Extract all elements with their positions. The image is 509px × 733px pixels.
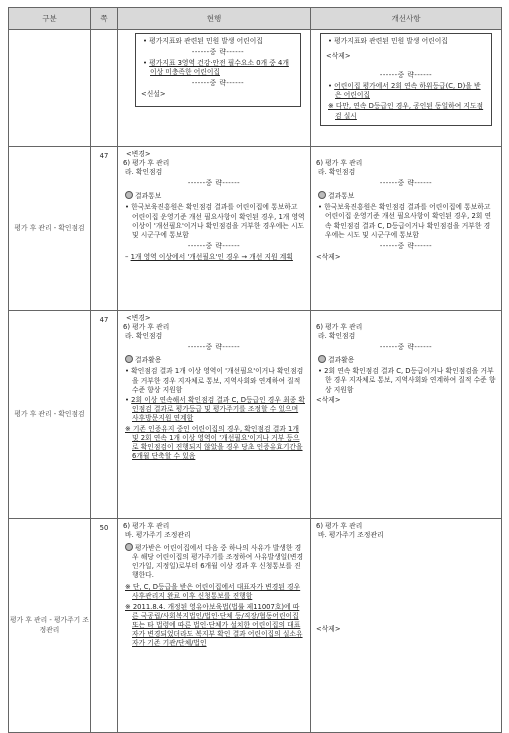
delete-label: <삭제> bbox=[326, 52, 351, 61]
circle-bullet-icon bbox=[125, 543, 133, 551]
dash-line: ------중 략------ bbox=[187, 179, 241, 188]
cur-note: ※ 단, C, D등급을 받은 어린이집에서 대표자가 변경된 경우 사후관리지 완료 이후 신청통보를 진행함 bbox=[125, 582, 301, 600]
circle-bullet-icon bbox=[125, 191, 133, 199]
improvement-cell bbox=[311, 30, 502, 147]
section-heading: 6) 평가 후 관리 bbox=[316, 522, 363, 530]
dash-line: ------중 략------ bbox=[191, 79, 245, 88]
circle-bullet-icon bbox=[318, 191, 326, 199]
cur-dash-item: 1개 영역 이상에서 '개선필요'인 경우 → 개선 지원 계획 bbox=[130, 252, 293, 261]
current-cell bbox=[118, 519, 311, 733]
imp-bullet: 어린이집 평가에서 2회 연속 하위등급(C, D)을 받은 어린이집 bbox=[334, 82, 481, 100]
table-row bbox=[9, 519, 502, 733]
page-cell: 47 bbox=[91, 311, 118, 519]
improvement-box: • 평가지표와 관련된 민원 발생 어린이집 <삭제> ------중 략------ • 어린이집 평가에서 2회 연속 하위등급(C, D)을 받은 어린이집 ※ 다만, 연속 D등급인 경우, 공인된 동일하여 지도점검 실시 bbox=[320, 33, 492, 126]
dash-line: ------중 략------ bbox=[379, 241, 433, 250]
delete-label: <삭제> bbox=[316, 252, 341, 261]
dash-line: ------중 략------ bbox=[379, 71, 433, 80]
sec-title: 결과통보 bbox=[328, 192, 355, 201]
cur-bullet: 평가지표와 관련된 민원 발생 어린이집 bbox=[149, 37, 263, 45]
sec-title: 결과활용 bbox=[135, 356, 162, 365]
cur-note: ※ 기존 인증유지 중인 어린이집의 경우, 확인점검 결과 1개 및 2회 연속 1개 이상 영역이 '개선필요'이거나 거부 등으로 확인점검이 진행되지 않았을 경우 당초 인증유효기간을 6개월 단축할 수 있음 bbox=[125, 425, 303, 461]
section-heading: 6) 평가 후 관리 bbox=[123, 323, 170, 332]
subsection-heading: 라. 확인점검 bbox=[125, 168, 163, 177]
cur-bullet: 평가지표 3영역 건강·안전 필수요소 0개 중 4개 이상 미충족한 어린이집 bbox=[149, 59, 289, 77]
current-cell: <변경> 6) 평가 후 관리 라. 확인점검 ------중 략------ 결과활용 • 확인점검 결과 1개 이상 영역이 '개선필요'이거나 확인점검을 거부한 경우 지자체로 통보, 지역사회와 연계하여 질적 수준 향상 지원함 • 2회 이상 연속해서 확인점검 결과 C, D등급인 경우 최종 확인점검 결과로 평가등급 및 평가주기를 조정할 수 있으며 사후방문지원 연계함 ※ 기존 인증유지 중인 어린이집의 경우, 확인점검 결과 1개 및 2회 연속 1개 이상 영역이 '개선필요'이거나 거부 등으로 확인점검이 진행되지 않았을 경우 당초 인증유효기간을 6개월 단축할 수 있음 bbox=[118, 311, 311, 519]
current-box: • 평가지표와 관련된 민원 발생 어린이집 ------중 략------ • 평가지표 3영역 건강·안전 필수요소 0개 중 4개 이상 미충족한 어린이집 ------중 략------ <신설> bbox=[135, 33, 301, 107]
header-row bbox=[9, 8, 502, 30]
header-current: 현행 bbox=[118, 8, 311, 30]
dash-line: ------중 략------ bbox=[379, 179, 433, 188]
sec-title: 결과통보 bbox=[135, 192, 162, 201]
imp-bullet: 2회 연속 확인점검 결과 C, D등급이거나 확인점검을 거부한 경우 지자체로 통보, 지역사회와 연계하여 질적 수준 향상 지원함 bbox=[324, 367, 496, 394]
category-cell: 평가 후 관리 - 확인점검 bbox=[9, 147, 91, 311]
subsection-heading: 바. 평가주기 조정관리 bbox=[318, 531, 384, 540]
subsection-heading: 바. 평가주기 조정관리 bbox=[125, 531, 191, 540]
change-label: <변경> bbox=[126, 150, 151, 158]
delete-label: <삭제> bbox=[316, 395, 341, 404]
section-heading: 6) 평가 후 관리 bbox=[316, 159, 363, 167]
new-label: <신설> bbox=[141, 90, 166, 99]
header-page: 쪽 bbox=[91, 8, 118, 30]
section-heading: 6) 평가 후 관리 bbox=[123, 522, 170, 530]
dash-line: ------중 략------ bbox=[187, 241, 241, 250]
cur-note: ※ 2011.8.4. 개정된 영유아보육법(법률 제11007호)에 따른 국공립/사회복지법인/법인·단체 등/직장/협동어린이집 또는 타 법령에 따른 법인·단체가 설치한 어린이집의 대표자가 변경되었더라도 복지부 확인 결과 어린이집의 실소유자가 기존 기관/단체/법인 bbox=[125, 602, 303, 648]
section-heading: 6) 평가 후 관리 bbox=[316, 323, 363, 331]
cur-bullet: 확인점검 결과 1개 이상 영역이 '개선필요'이거나 확인점검을 거부한 경우 지자체로 통보, 지역사회와 연계하여 질적 수준 향상 지원함 bbox=[131, 367, 304, 394]
category-cell bbox=[9, 30, 91, 147]
imp-note: ※ 다만, 연속 D등급인 경우, 공인된 동일하여 지도점검 실시 bbox=[328, 102, 484, 120]
category-cell: 평가 후 관리 - 확인점검 bbox=[9, 311, 91, 519]
subsection-heading: 라. 확인점검 bbox=[125, 332, 163, 341]
current-cell bbox=[118, 30, 311, 147]
table-row bbox=[9, 30, 502, 147]
header-improvement: 개선사항 bbox=[311, 8, 502, 30]
imp-bullet: 평가지표와 관련된 민원 발생 어린이집 bbox=[334, 37, 448, 45]
circle-bullet-icon bbox=[318, 355, 326, 363]
dash-line: ------중 략------ bbox=[187, 343, 241, 352]
improvement-cell: 6) 평가 후 관리 라. 확인점검 ------중 략------ 결과통보 • 한국보육진흥원은 확인점검 결과를 어린이집에 통보하고 어린이집 운영기준 개선 필요사항이 확인된 경우, 2회 연속 확인점검 결과 C, D등급이거나 확인점검을 거부한 경우에는 시도 및 시군구에 통보함 ------중 략------ <삭제> bbox=[311, 147, 502, 311]
page-cell bbox=[91, 30, 118, 147]
change-label: <변경> bbox=[126, 314, 151, 322]
cur-bullet: 한국보육진흥원은 확인점검 결과를 어린이집에 통보하고 어린이집 운영기준 개선 필요사항이 확인된 경우, 1개 영역 이상이 '개선필요'이거나 확인점검을 거부한 경우에는 시도 및 시군구에 통보함 bbox=[131, 203, 305, 239]
dash-line: ------중 략------ bbox=[379, 343, 433, 352]
improvement-cell: 6) 평가 후 관리 라. 확인점검 ------중 략------ 결과활용 • 2회 연속 확인점검 결과 C, D등급이거나 확인점검을 거부한 경우 지자체로 통보, 지역사회와 연계하여 질적 수준 향상 지원함 <삭제> bbox=[311, 311, 502, 519]
delete-label: <삭제> bbox=[316, 625, 341, 634]
subsection-heading: 라. 확인점검 bbox=[318, 332, 356, 341]
section-heading: 6) 평가 후 관리 bbox=[123, 159, 170, 168]
imp-bullet: 한국보육진흥원은 확인점검 결과를 어린이집에 통보하고 어린이집 운영기준 개선 필요사항이 확인된 경우, 2회 연속 확인점검 결과 C, D등급이거나 확인점검을 거부한 경우에는 시도 및 시군구에 통보함 bbox=[324, 203, 492, 239]
dash-line: ------중 략------ bbox=[191, 48, 245, 57]
cur-bullet: 2회 이상 연속해서 확인점검 결과 C, D등급인 경우 최종 확인점검 결과로 평가등급 및 평가주기를 조정할 수 있으며 사후방문지원 연계함 bbox=[131, 395, 305, 422]
table-row bbox=[9, 147, 502, 311]
page-cell: 50 bbox=[91, 519, 118, 733]
cur-bullet: 평가받은 어린이집에서 다음 중 하나의 사유가 발생한 경우 해당 어린이집의 평가주기를 조정하여 사유발생일(변경인가일, 지정일)로부터 6개월 이상 경과 후 신청통보를 진행한다. bbox=[132, 544, 304, 580]
circle-bullet-icon bbox=[125, 355, 133, 363]
sec-title: 결과활용 bbox=[328, 356, 355, 365]
current-cell: <변경> 6) 평가 후 관리 라. 확인점검 ------중 략------ 결과통보 • 한국보육진흥원은 확인점검 결과를 어린이집에 통보하고 어린이집 운영기준 개선 필요사항이 확인된 경우, 1개 영역 이상이 '개선필요'이거나 확인점검을 거부한 경우에는 시도 및 시군구에 통보함 ------중 략------ – 1개 영역 이상에서 '개선필요'인 경우 → 개선 지원 계획 bbox=[118, 147, 311, 311]
improvement-cell bbox=[311, 519, 502, 733]
table-row bbox=[9, 311, 502, 519]
header-category: 구분 bbox=[9, 8, 91, 30]
category-cell: 평가 후 관리 - 평가주기 조정관리 bbox=[9, 519, 91, 733]
comparison-table bbox=[8, 7, 502, 733]
subsection-heading: 라. 확인점검 bbox=[318, 168, 356, 177]
page-cell: 47 bbox=[91, 147, 118, 311]
